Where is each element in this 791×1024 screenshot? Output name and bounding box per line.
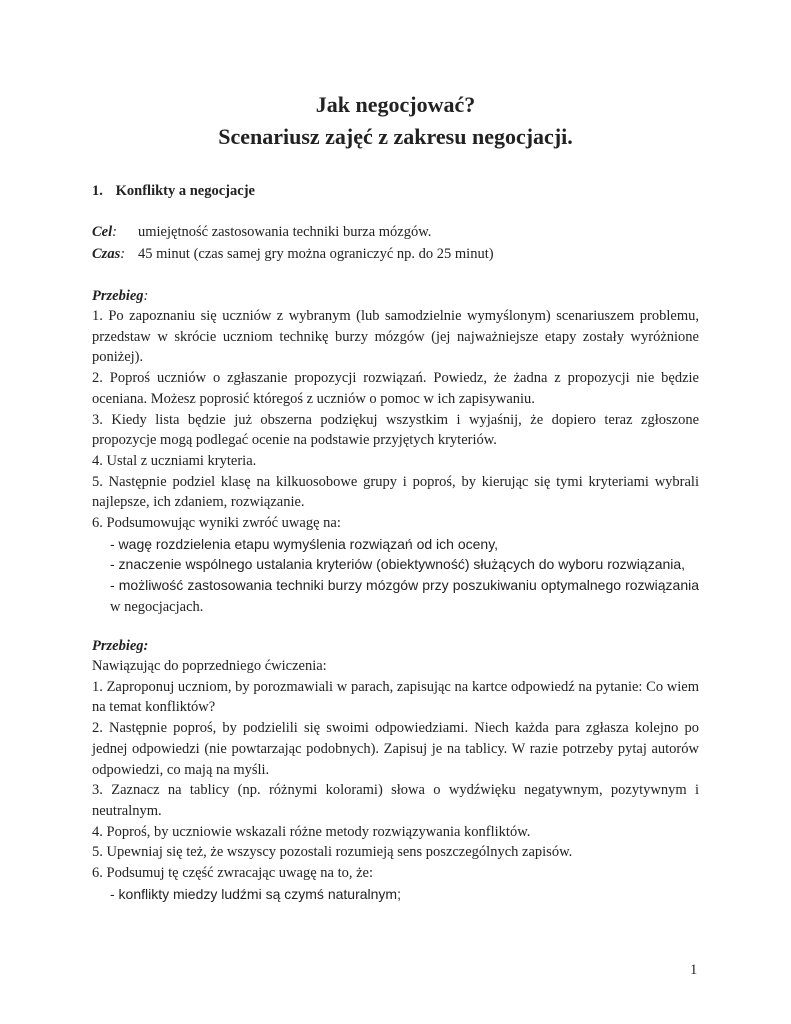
step-1: 1. Po zapoznaniu się uczniów z wybranym (lub samodzielnie wymyślonym) scenariuszem problemu, przedstaw w skrócie uczniom technikę burzy mózgów (jej najważniejsze etapy zostały wyróżnione poniżej). bbox=[92, 308, 699, 366]
time-text: 45 minut (czas samej gry można ograniczyć np. do 25 minut) bbox=[138, 246, 494, 262]
step-2-2: 2. Następnie poproś, by podzielili się swoimi odpowiedziami. Niech każda para zgłasza kolejno po jednej odpowiedzi (nie powtarzając podobnych). Zapisuj je na tablicy. W razie potrzeby pytaj autorów odpowiedzi, co mają na myśli. bbox=[92, 720, 699, 778]
document-title: Jak negocjować? bbox=[315, 92, 476, 117]
section-heading bbox=[92, 183, 255, 200]
przebieg-1-body bbox=[92, 306, 699, 618]
summary-bullet-2: - znaczenie wspólnego ustalania kryteriów (obiektywność) służących do wyboru rozwiązania, bbox=[110, 556, 686, 573]
section-title: Konflikty a negocjacje bbox=[115, 183, 255, 199]
przebieg-2-body bbox=[92, 656, 699, 904]
step-3: 3. Kiedy lista będzie już obszerna podziękuj wszystkim i wyjaśnij, że dopiero teraz zgłoszone propozycje mogą podlegać ocenie na podstawie przyjętych kryteriów. bbox=[92, 411, 699, 449]
step-6: 6. Podsumowując wyniki zwróć uwagę na: bbox=[92, 515, 341, 532]
przebieg-heading-1: Przebieg: bbox=[92, 288, 149, 304]
goal-label: Cel: bbox=[92, 224, 117, 240]
page-number: 1 bbox=[690, 962, 698, 978]
step-2-3: 3. Zaznacz na tablicy (np. różnymi kolorami) słowa o wydźwięku negatywnym, pozytywnym i neutralnym. bbox=[92, 782, 699, 819]
step-5: 5. Następnie podziel klasę na kilkuosobowe grupy i poproś, by kierując się tymi kryteriami wybrali najlepsze, ich zdaniem, rozwiązanie. bbox=[92, 473, 699, 511]
summary-bullet-3: - możliwość zastosowania techniki burzy mózgów przy poszukiwaniu optymalnego rozwiązania w negocjacjach. bbox=[110, 577, 699, 615]
time-label: Czas: bbox=[92, 246, 126, 262]
summary-bullet-1: - wagę rozdzielenia etapu wymyślenia rozwiązań od ich oceny, bbox=[110, 535, 499, 552]
przebieg-heading-2: Przebieg: bbox=[92, 638, 149, 654]
step-4: 4. Ustal z uczniami kryteria. bbox=[92, 452, 257, 469]
time-line bbox=[92, 244, 494, 264]
section-number: 1. bbox=[92, 183, 103, 199]
intro-line: Nawiązując do poprzedniego ćwiczenia: bbox=[92, 658, 327, 674]
step-2-5: 5. Upewniaj się też, że wszyscy pozostali rozumieją sens poszczególnych zapisów. bbox=[92, 844, 573, 861]
goal-line bbox=[92, 222, 431, 242]
conflict-bullet-1: - konflikty miedzy ludźmi są czymś naturalnym; bbox=[110, 885, 401, 902]
step-2-1: 1. Zaproponuj uczniom, by porozmawiali w parach, zapisując na kartce odpowiedź na pytanie: Co wiem na temat konfliktów? bbox=[92, 678, 699, 716]
step-2-4: 4. Poproś, by uczniowie wskazali różne metody rozwiązywania konfliktów. bbox=[92, 823, 531, 840]
step-2: 2. Poproś uczniów o zgłaszanie propozycji rozwiązań. Powiedz, że żadna z propozycji nie będzie oceniana. Możesz poprosić któregoś z uczniów o pomoc w ich zapisywaniu. bbox=[92, 370, 699, 407]
step-2-6: 6. Podsumuj tę część zwracając uwagę na to, że: bbox=[92, 865, 374, 882]
document-subtitle: Scenariusz zajęć z zakresu negocjacji. bbox=[218, 124, 573, 149]
goal-text: umiejętność zastosowania techniki burza mózgów. bbox=[138, 224, 432, 240]
